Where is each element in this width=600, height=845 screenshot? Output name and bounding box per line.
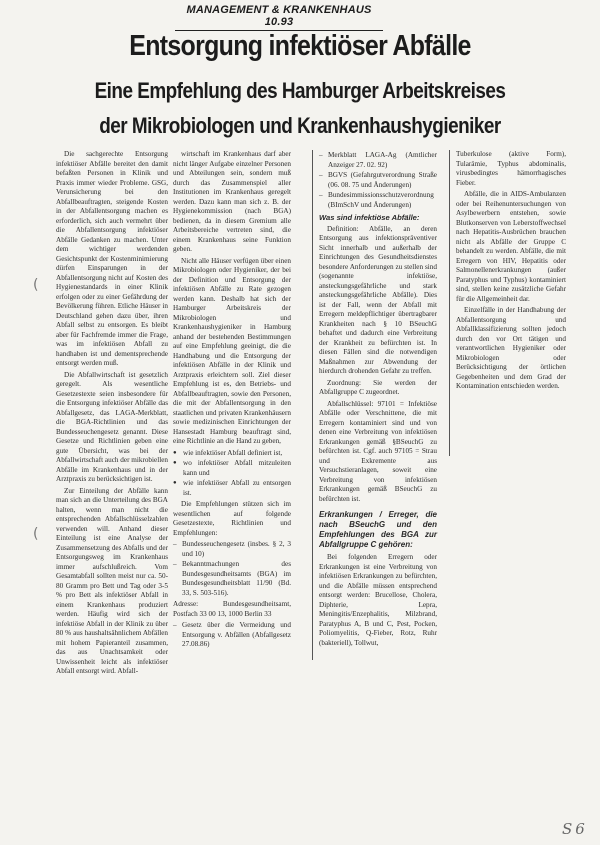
list-item: – Bekanntmachungen des Bundesgesundheitsamts (BGA) im Bundesgesundheitsblatt 11/90 (Bd. 33, S. 503-516). [182,560,291,598]
paragraph: Zur Einteilung der Abfälle kann man sich an die Unterteilung des BGA halten, wenn man nicht die entsprechenden Abfallschlüsselzahlen verwenden will. Anhand dieser Einteilung ist eine Analyse der Zusammensetzung des Abfalls und der Entsorgungsweg im Krankenhaus immer aufschlußreich. Vom Gesamtabfall sollten meist nur ca. 50-80 Gramm pro Bett und Tag oder 3-5 % pro Bett als infektiöser Abfall in einem Krankenhaus produziert werden. Häufig wird sich der infektiöse Abfall in der Klinik zu über 80 % aus haushaltsähnlichem Abfällen mit hohem Papieranteil zusammen, das aus Unachtsamkeit oder Unwissenheit leicht als infektiöser Abfall entsorgt wird. Abfall- [56,486,168,675]
paragraph: Abfälle, die in AIDS-Ambulanzen oder bei Reihenuntersuchungen von Asylbewerbern entstehen, sowie Blutkonserven von Leberstoffwechsel nach Hepatitis-Ausbrüchen brauchen nicht als Abfälle der Gruppe C behandelt zu werden. Abfälle, die mit Erregern von HIV, Hepatitis oder Salmonellenerkrankungen (außer Paratyphus und Typhus) kontaminiert sind, stellen keine zusätzliche Gefahr für die Allgemeinheit dar. [456,190,566,303]
column-divider [449,150,450,456]
dash-list [319,151,437,210]
paragraph: Abfallschlüssel: 97101 = Infektiöse Abfälle oder Verschnittene, die mit Erregern kontaminiert sind und von denen eine Verbreitung von infektiösen Erkrankungen gemäß §BSeuchG zu befürchten ist. Cgf. auch 97105 = Strau und Exkremente aus Versuchstieranlagen, soweit eine Verbreitung von infektiösen Erkrankungen gemäß BSeuchG zu befürchten ist. [319,399,437,503]
paragraph: Bei folgenden Erregern oder Erkrankungen ist eine Verbreitung von infektiösen Erkrankungen zu befürchten, und die Abfälle müssen entsprechend entsorgt werden: Brucellose, Cholera, Diphterie, Lepra, Meningitis/Enzephalitis, Milzbrand, Paratyphus A, B und C, Pest, Pocken, Poliomyelitis, Q-Fieber, Rotz, Ruhr (bakteriell), Tollwut, [319,553,437,647]
list-item: ● wie infektiöser Abfall zu entsorgen ist. [183,479,291,498]
text-column-4 [456,150,566,394]
column-divider [312,150,313,660]
list-item: ● wo infektiöser Abfall mitzuleiten kann und [183,459,291,478]
article-subtitle-line1: Eine Empfehlung des Hamburger Arbeitskreises [94,78,506,103]
article-title: Entsorgung infektiöser Abfälle [129,30,471,62]
paragraph: Die Empfehlungen stützen sich im wesentlichen auf folgende Gesetzestexte, Richtlinien und Empfehlungen: [173,500,291,537]
paragraph: Einzelfälle in der Handhabung der Abfallentsorgung und Abfallklassifizierung sollten jedoch durch den vor Ort tätigen und verantwortlichen Hygieniker oder Mikrobiologen oder Berücksichtigung der örtlichen Gegebenheiten und dem Grad der Kontamination entschieden werden. [456,306,566,390]
section-heading: Was sind infektiöse Abfälle: [319,213,420,222]
list-item: – Gesetz über die Vermeidung und Entsorgung v. Abfällen (Abfallgesetz 27.08.86) [182,621,291,650]
text-column-2 [173,150,291,652]
paragraph: Definition: Abfälle, an deren Entsorgung aus infektionspräventiver Sicht innerhalb und außerhalb der Einrichtungen des Gesundheitsdienstes besondere Anforderungen zu stellen sind (sogenannte infektiöse, ansteckungsgefährliche und stark ansteckungsgefährliche Abfälle). Dies ist der Fall, wenn der Abfall mit Erregern meldepflichtiger übertragbarer Krankheiten nach § 10 BSeuchG behaftet und dadurch eine Verbreitung der Krankheit zu befürchten ist. In diesen Fällen sind die notwendigen Maßnahmen zur Abwendung der hierdurch drohenden Gefahr zu treffen. [319,224,437,375]
handwritten-page-note: S6 [562,820,588,838]
journal-header: MANAGEMENT & KRANKENHAUS 10.93 [175,4,383,31]
list-item: – BGVS (Gefahrgutverordnung Straße (06. 08. 75 und Änderungen) [328,171,437,190]
address-text: Adresse: Bundesgesundheitsamt, Postfach 33 00 13, 1000 Berlin 33 [173,600,291,618]
list-item: – Bundesimmissionsschutzverordnung (BImSchV und Änderungen) [328,191,437,210]
paragraph: Tuberkulose (aktive Form), Tularämie, Typhus abdominalis, virusbedingtes hämorrhagisches Fieber. [456,150,566,187]
section-heading: Erkrankungen / Erreger, die nach BSeuchG und den Empfehlungen des BGA zur Abfallgruppe C gehören: [319,510,437,549]
list-item: – Merkblatt LAGA-Ag (Amtlicher Anzeiger 27. 02. 92) [328,151,437,170]
paragraph: Nicht alle Häuser verfügen über einen Mikrobiologen oder Hygieniker, der bei der Definition und Entsorgung der infektiösen Abfälle zu Rate gezogen werden kann. Deshalb hat sich der Hamburger Arbeitskreis der Mikrobiologen und Krankenhaushygieniker in Hamburg anhand der bestehenden Bestimmungen auf eine Empfehlung geeinigt, die die Handhabung und die Entsorgung der infektiösen Abfälle in der Klinik und Arztpraxis erleichtern soll. Ziel dieser Empfehlung ist es, den Betriebs- und Abfallbeauftragten, sowie den Personen, die mit der Abfallentsorgung in den staatlichen und privaten Krankenhäusern sowie medizinischen Einrichtungen der Hansestadt Hamburg beauftragt sind, eine Richtlinie an die Hand zu geben, [173,256,291,445]
paragraph: Die sachgerechte Entsorgung infektiöser Abfälle bereitet den damit befaßten Personen in Klinik und Praxis immer wieder Probleme. GSG, Verunsicherung bei den Abfallbeauftragten, steigende Kosten in der Abfallentsorgung machen es erforderlich, sich auch vermehrt über die Abfallentsorgung infektiöser Abfälle Gedanken zu machen. Unter dem wichtiger werdenden Gesichtspunkt der Kostenminimierung dürfen Einsparungen in der Abfallentsorgung nicht auf Kosten des Hygienestandards in einer Klinik erfolgen oder zu einer Gefährdung der Bevölkerung führen. Etliche Häuser in Deutschland gehen dazu über, ihren Abfall selbst zu entsorgen. Es bleibt aber für Fachfremde immer die Frage, was im infektiösen Abfall zu handhaben ist und dementsprechende entsorgt werden muß. [56,150,168,367]
paragraph: Zuordnung: Sie werden der Abfallgruppe C zugeordnet. [319,378,437,396]
bullet-list [173,449,291,499]
binder-hole-mark: ( [33,277,39,293]
paragraph: wirtschaft im Krankenhaus darf aber nicht länger Aufgabe einzelner Personen und Abteilungen sein, sondern muß durch das Zusammenspiel aller Institutionen im Krankenhaus geregelt werden. Dazu kann man sich z. B. der Hygienekommission (nach BGA) bedienen, da in diesem Gremium alle Arbeitsbereiche vertreten sind, die einem Krankenhaus seine Funktion geben. [173,150,291,253]
text-column-1 [56,150,168,679]
dash-list [173,621,291,650]
article-subtitle-line2: der Mikrobiologen und Krankenhaushygieniker [99,113,501,138]
text-column-3 [319,150,437,650]
binder-hole-mark: ( [33,526,39,542]
list-item: ● wie infektiöser Abfall definiert ist, [183,449,291,459]
list-item: – Bundesseuchengesetz (insbes. § 2, 3 und 10) [182,540,291,559]
paragraph: Die Abfallwirtschaft ist gesetzlich geregelt. Als wesentliche Gesetzestexte seien insbesondere für die Entsorgung infektiöser Abfälle das Abfallgesetz, das LAGA-Merkblatt, die BGA-Richtlinien und das Bundesseuchengesetz genannt. Diese Gesetze und Richtlinien geben eine gute Übersicht, was bei der Abfallwirtschaft auch der mikrobiellen Abfälle im Krankenhaus und in der Arztpraxis zu berücksichtigen ist. [56,370,168,483]
dash-list [173,540,291,598]
